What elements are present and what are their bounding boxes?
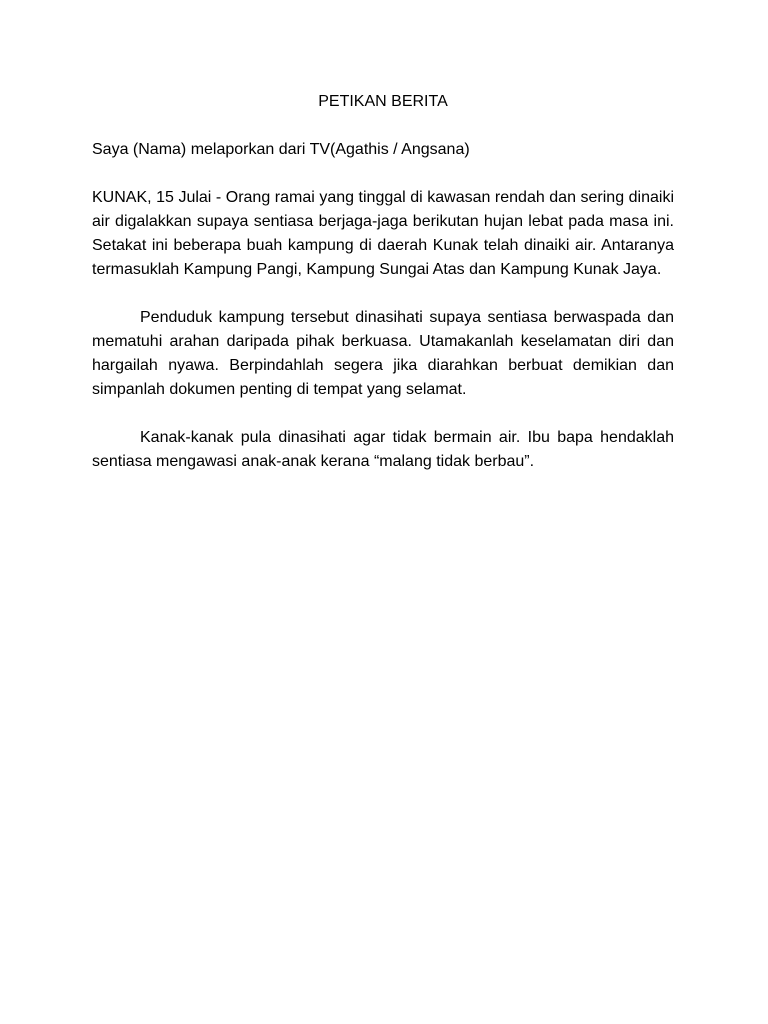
reporter-intro: Saya (Nama) melaporkan dari TV(Agathis / Angsana) (92, 141, 470, 158)
document-page (92, 90, 674, 498)
news-paragraph-3: Kanak-kanak pula dinasihati agar tidak bermain air. Ibu bapa hendaklah sentiasa mengawasi anak-anak kerana “malang tidak berbau”. (92, 429, 674, 470)
document-title: PETIKAN BERITA (318, 93, 448, 110)
news-paragraph-2: Penduduk kampung tersebut dinasihati supaya sentiasa berwaspada dan mematuhi arahan daripada pihak berkuasa. Utamakanlah keselamatan diri dan hargailah nyawa. Berpindahlah segera jika diarahkan berbuat demikian dan simpanlah dokumen penting di tempat yang selamat. (92, 309, 674, 398)
news-paragraph-1: KUNAK, 15 Julai - Orang ramai yang tinggal di kawasan rendah dan sering dinaiki air digalakkan supaya sentiasa berjaga-jaga berikutan hujan lebat pada masa ini. Setakat ini beberapa buah kampung di daerah Kunak telah dinaiki air. Antaranya termasuklah Kampung Pangi, Kampung Sungai Atas dan Kampung Kunak Jaya. (92, 189, 674, 278)
